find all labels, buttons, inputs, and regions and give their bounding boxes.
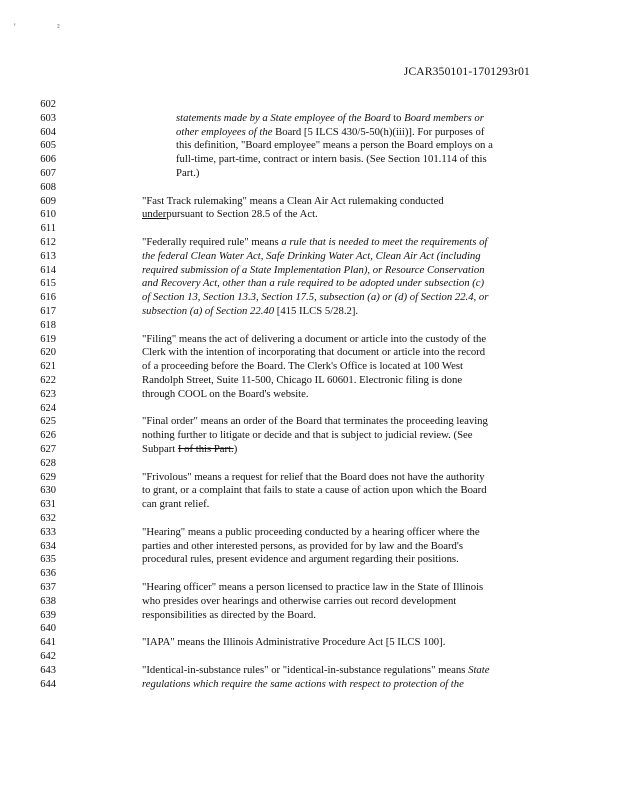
text-segment: Clerk with the intention of incorporating that document or article into the record	[142, 346, 486, 359]
text-segment: this definition, "Board employee" means a person the Board employs on a	[176, 139, 493, 152]
line-number: 634	[40, 540, 56, 552]
text-segment: Randolph Street, Suite 11-500, Chicago IL 60601. Electronic filing is done	[142, 374, 463, 386]
text-line	[176, 139, 493, 152]
line-number: 622	[40, 375, 56, 386]
text-segment: parties and other interested persons, as provided for by law and the Board's	[142, 539, 463, 552]
text-segment: "Final order" means an order of the Board that terminates the proceeding leaving	[142, 415, 488, 428]
line-number: 623	[40, 388, 56, 400]
line-number: 609	[40, 195, 56, 207]
text-line	[142, 360, 463, 373]
text-line	[142, 415, 488, 428]
text-segment: of a proceeding before the Board. The Clerk's Office is located at 100 West	[142, 360, 463, 373]
text-segment: who presides over hearings and otherwise carries out record development	[142, 594, 457, 607]
text-line	[142, 581, 483, 594]
text-line	[176, 167, 199, 180]
text-segment: Board members or	[401, 111, 484, 124]
text-line	[142, 429, 473, 442]
text-line	[176, 112, 484, 125]
line-number: 626	[40, 430, 56, 442]
line-number: 607	[40, 168, 56, 179]
text-line	[176, 126, 484, 139]
line-number: 619	[40, 333, 56, 345]
line-number: 618	[40, 319, 56, 331]
line-number: 642	[40, 651, 56, 662]
text-line	[142, 471, 485, 484]
line-number: 620	[40, 347, 56, 359]
text-segment: State	[468, 663, 490, 676]
line-number: 603	[40, 112, 56, 124]
text-line	[142, 236, 487, 249]
text-line	[142, 595, 456, 608]
text-line	[142, 346, 485, 359]
text-line	[142, 195, 444, 208]
line-number: 614	[40, 264, 56, 276]
line-number: 631	[40, 499, 56, 511]
text-segment: subsection (a) of Section 22.40	[142, 305, 275, 317]
text-segment: [415 ILCS 5/28.2].	[274, 305, 359, 317]
text-segment: "Filing" means the act of delivering a document or article into the custody of the	[142, 332, 487, 345]
text-segment: "Federally required rule" means	[142, 236, 282, 248]
line-number: 611	[40, 223, 56, 235]
line-number: 606	[40, 154, 56, 166]
scan-artifact-mark: '	[14, 22, 16, 32]
text-segment: statements made by a State employee of the Board	[176, 111, 394, 124]
line-number: 605	[40, 140, 56, 152]
line-number: 613	[40, 250, 56, 262]
text-segment: can grant relief.	[142, 498, 210, 511]
line-number: 610	[40, 209, 56, 221]
text-line	[142, 250, 481, 263]
text-segment: the federal Clean Water Act, Safe Drinking Water Act, Clean Air Act (including	[142, 249, 481, 262]
text-segment: other employees of the	[176, 125, 276, 138]
line-number: 629	[40, 471, 56, 483]
line-number: 630	[40, 485, 56, 497]
text-segment: Subpart	[142, 443, 178, 455]
text-segment: "Fast Track rulemaking" means a Clean Air Act rulemaking conducted	[142, 194, 444, 207]
text-segment: "Frivolous" means a request for relief that the Board does not have the authority	[142, 470, 485, 483]
text-line	[176, 153, 487, 166]
struck-text: I of this Part.	[177, 443, 234, 455]
text-line	[142, 553, 459, 566]
text-line	[142, 678, 464, 691]
line-number: 644	[40, 678, 56, 690]
line-number: 604	[40, 126, 56, 138]
text-segment: to	[393, 111, 402, 124]
text-line	[142, 498, 209, 511]
line-number: 608	[40, 181, 56, 193]
text-segment: Board [5 ILCS 430/5-50(h)(iii)]. For purposes of	[275, 125, 485, 138]
text-segment: "Hearing officer" means a person licensed to practice law in the State of Illinois	[142, 581, 484, 593]
line-number: 625	[40, 416, 56, 428]
document-id: JCAR350101-1701293r01	[403, 66, 530, 78]
inserted-text: under	[142, 208, 167, 221]
text-segment: "Identical-in-substance rules" or "identical-in-substance regulations" means	[142, 663, 469, 676]
text-segment: required submission of a State Implementation Plan), or Resource Conservation	[142, 263, 485, 276]
text-line	[142, 540, 463, 553]
text-line	[142, 291, 488, 304]
text-line	[142, 277, 484, 290]
text-segment: through COOL on the Board's website.	[142, 387, 309, 400]
text-line	[142, 664, 489, 677]
text-segment: )	[233, 443, 238, 455]
text-line	[142, 484, 487, 497]
text-line	[142, 208, 318, 221]
line-number: 615	[40, 278, 56, 290]
text-segment: to grant, or a complaint that fails to state a cause of action upon which the Board	[142, 484, 487, 497]
line-number: 628	[40, 457, 56, 469]
line-number: 640	[40, 623, 56, 635]
line-number: 632	[40, 513, 56, 524]
text-line	[142, 443, 237, 456]
text-segment: and Recovery Act, other than a rule required to be adopted under subsection (c)	[142, 277, 485, 290]
text-segment: "Hearing" means a public proceeding conducted by a hearing officer where the	[142, 525, 480, 538]
line-number: 612	[40, 237, 56, 248]
line-number: 624	[40, 402, 56, 414]
line-number: 602	[40, 99, 56, 110]
line-number: 633	[40, 526, 56, 538]
line-number: 621	[40, 361, 56, 373]
text-line	[142, 609, 316, 622]
text-segment: full-time, part-time, contract or intern basis. (See Section 101.114 of this	[176, 153, 487, 166]
line-number: 616	[40, 292, 56, 304]
text-line	[142, 374, 462, 387]
line-number: 639	[40, 609, 56, 621]
line-number: 641	[40, 637, 56, 649]
line-number: 617	[40, 306, 56, 317]
text-line	[142, 636, 445, 649]
text-line	[142, 333, 486, 346]
text-line	[142, 526, 480, 539]
text-segment: "IAPA" means the Illinois Administrative Procedure Act [5 ILCS 100].	[142, 636, 446, 649]
text-segment: of Section 13, Section 13.3, Section 17.5, subsection (a) or (d) of Section 22.4, or	[142, 291, 489, 304]
line-number: 638	[40, 595, 56, 607]
text-segment: nothing further to litigate or decide and that is subject to judicial review. (See	[142, 429, 473, 442]
text-segment: a rule that is needed to meet the requirements of	[281, 236, 488, 248]
text-segment: responsibilities as directed by the Board.	[142, 608, 316, 621]
scan-artifact-mark: ²	[57, 22, 60, 32]
line-number: 627	[40, 444, 56, 455]
text-segment: Part.)	[176, 167, 200, 179]
text-segment: procedural rules, present evidence and argument regarding their positions.	[142, 553, 459, 566]
line-number: 643	[40, 664, 56, 676]
line-number: 635	[40, 554, 56, 566]
text-segment: pursuant to Section 28.5 of the Act.	[166, 208, 318, 221]
line-number: 637	[40, 582, 56, 593]
text-line	[142, 305, 358, 318]
line-number: 636	[40, 568, 56, 580]
text-line	[142, 388, 309, 401]
text-segment: regulations which require the same actions with respect to protection of the	[142, 677, 464, 690]
text-line	[142, 264, 485, 277]
